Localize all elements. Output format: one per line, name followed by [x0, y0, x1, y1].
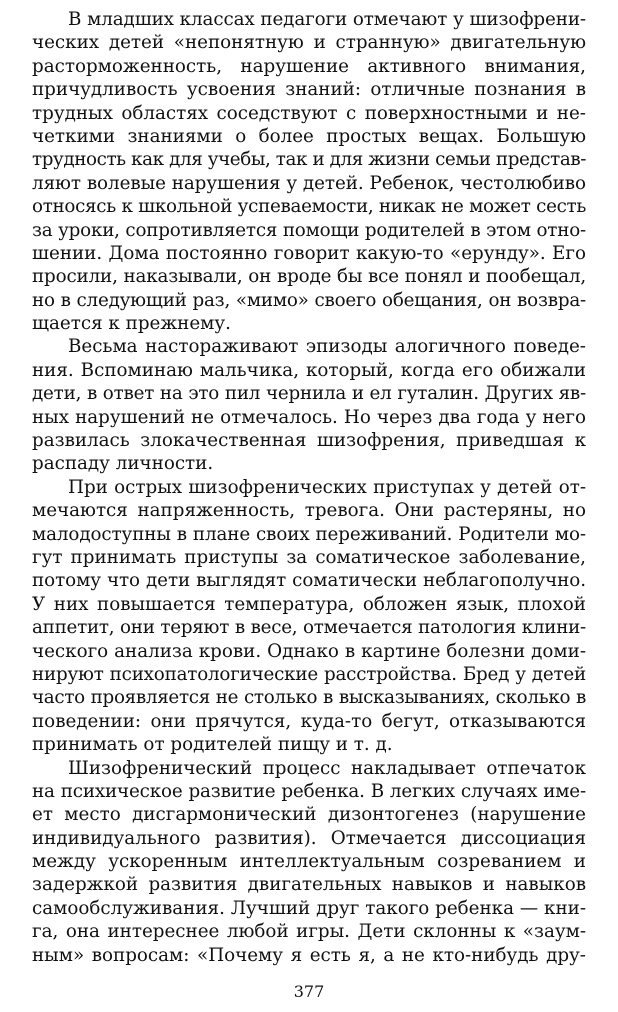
text-line: часто проявляется не столько в высказываниях, сколько в: [32, 687, 586, 709]
paragraph-3: [32, 476, 586, 757]
text-line: задержкой развития двигательных навыков и навыков: [32, 874, 586, 896]
text-line: нируют психопатологические расстройства. Бред у детей: [32, 663, 586, 685]
text-line: У них повышается температура, обложен язык, плохой: [32, 593, 586, 615]
text-line: ных нарушений не отмечалось. Но через два года у него: [32, 406, 586, 428]
text-line: Весьма настораживают эпизоды алогичного поведе-: [68, 336, 586, 358]
text-line: развилась злокачественная шизофрения, приведшая к: [32, 430, 586, 452]
paragraph-4: [32, 757, 586, 968]
text-line: за уроки, сопротивляется помощи родителей в этом отно-: [32, 219, 586, 241]
text-line: причудливость усвоения знаний: отличные познания в: [32, 79, 586, 101]
paragraph-2: [32, 335, 586, 475]
text-line: потому что дети выглядят соматически неблагополучно.: [32, 570, 586, 592]
text-line: ет место дисгармонический дизонтогенез (нарушение: [32, 804, 586, 826]
text-line: шении. Дома постоянно говорит какую-то «ерунду». Его: [32, 242, 586, 264]
text-line: га, она интереснее любой игры. Дети склонны к «заум-: [32, 921, 586, 943]
text-line: на психическое развитие ребенка. В легких случаях име-: [32, 780, 586, 802]
text-line: В младших классах педагоги отмечают у шизофрени-: [68, 9, 586, 30]
text-line: трудность как для учебы, так и для жизни семьи представ-: [32, 149, 586, 171]
book-page-text: [32, 8, 586, 967]
text-line: аппетит, они теряют в весе, отмечается патология клини-: [32, 617, 586, 639]
text-line: гут принимать приступы за соматическое заболевание,: [32, 546, 586, 568]
text-line: самообслуживания. Лучший друг такого ребенка — кни-: [32, 897, 586, 919]
text-line: но в следующий раз, «мимо» своего обещания, он возвра-: [32, 289, 586, 311]
text-line: ческого анализа крови. Однако в картине болезни доми-: [32, 640, 586, 662]
text-line: щается к прежнему.: [32, 313, 231, 335]
text-line: ляют волевые нарушения у детей. Ребенок, честолюбиво: [32, 172, 586, 194]
text-line: трудных областях соседствуют с поверхностными и не-: [32, 102, 586, 124]
text-line: ным» вопросам: «Почему я есть я, а не кто-нибудь дру-: [32, 944, 586, 966]
text-line: малодоступны в плане своих переживаний. Родители мо-: [32, 523, 586, 545]
text-line: четкими знаниями о более простых вещах. Большую: [32, 125, 586, 147]
text-line: относясь к школьной успеваемости, никак не может сесть: [32, 196, 586, 218]
text-line: просили, наказывали, он вроде бы все понял и пообещал,: [32, 266, 586, 288]
paragraph-1: [32, 8, 586, 335]
text-line: Шизофренический процесс накладывает отпечаток: [68, 757, 586, 779]
text-line: дети, в ответ на это пил чернила и ел гуталин. Других яв-: [32, 383, 586, 405]
text-line: ческих детей «непонятную и странную» двигательную: [32, 32, 586, 54]
text-line: мечаются напряженность, тревога. Они растеряны, но: [32, 500, 586, 522]
text-line: принимать от родителей пищу и т. д.: [32, 734, 393, 756]
text-line: индивидуального развития). Отмечается диссоциация: [32, 827, 586, 849]
text-line: поведении: они прячутся, куда-то бегут, отказываются: [32, 710, 586, 732]
text-line: При острых шизофренических приступах у детей от-: [68, 476, 586, 498]
text-line: ния. Вспоминаю мальчика, который, когда его обижали: [32, 359, 586, 381]
text-line: распаду личности.: [32, 453, 214, 475]
text-line: расторможенность, нарушение активного внимания,: [32, 55, 586, 77]
text-line: между ускоренным интеллектуальным созреванием и: [32, 851, 586, 873]
page-number: 377: [293, 982, 325, 1001]
